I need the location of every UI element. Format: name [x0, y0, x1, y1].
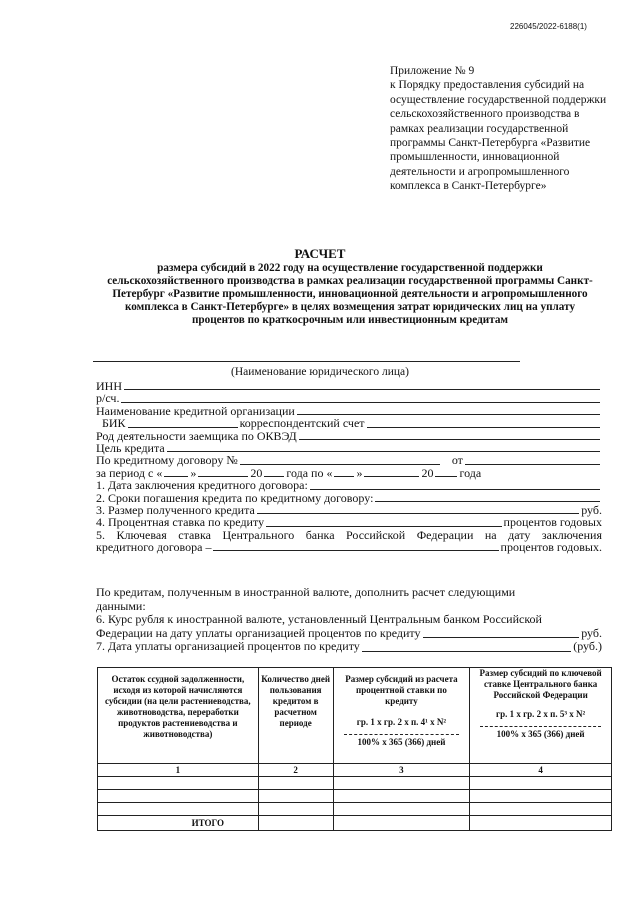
foreign-intro-a: По кредитам, полученным в иностранной валюте, дополнить расчет следующими	[96, 585, 516, 599]
account-field[interactable]	[121, 401, 600, 403]
purpose-label: Цель кредита	[96, 440, 165, 455]
corr-account-field[interactable]	[367, 426, 600, 428]
item2-label: 2. Сроки погашения кредита по кредитному договору:	[96, 490, 374, 505]
table-cell[interactable]	[333, 777, 470, 790]
period-from-year-field[interactable]	[264, 475, 284, 477]
period-year-1: 20	[250, 465, 263, 480]
bik-field[interactable]	[128, 426, 238, 428]
header-col1: Остаток ссудной задолженности, исходя из которой начисляются субсидии (на цели растениеводства, животноводства, переработки продуктов растениеводства и животноводства)	[98, 668, 259, 764]
inn-row	[96, 380, 602, 392]
period-quote-2: »	[356, 465, 363, 480]
item7-label: 7. Дата уплаты организацией процентов по кредиту	[96, 639, 360, 653]
total-label: ИТОГО	[98, 816, 259, 831]
inn-label: ИНН	[96, 378, 122, 393]
item6-unit: руб.	[581, 625, 602, 640]
period-from-month-field[interactable]	[198, 475, 248, 477]
period-to-month-field[interactable]	[364, 475, 419, 477]
item1-field[interactable]	[310, 488, 600, 490]
contract-label: По кредитному договору №	[96, 453, 238, 468]
item7-unit: (руб.)	[573, 639, 602, 653]
col-number-2: 2	[258, 764, 333, 777]
item5-label-b: кредитного договора –	[96, 540, 212, 555]
table-header-row	[98, 668, 612, 764]
header-col3	[333, 668, 470, 764]
item5-label-a: 5. Ключевая ставка Центрального банка Российской Федерации на дату заключения	[96, 527, 602, 542]
account-label: р/сч.	[96, 391, 120, 406]
item6-label-b: Федерации на дату уплаты организацией процентов по кредиту	[96, 625, 421, 640]
period-to-label: года по «	[286, 465, 333, 480]
bik-row	[96, 417, 602, 429]
okved-label: Род деятельности заемщика по ОКВЭД	[96, 428, 297, 443]
item2-field[interactable]	[375, 500, 600, 502]
item4-field[interactable]	[266, 525, 501, 527]
item6-row	[96, 627, 602, 641]
col3-title: Размер субсидий из расчета процентной ставки по кредиту	[345, 674, 458, 706]
appendix-block	[390, 64, 615, 194]
col-number-1: 1	[98, 764, 259, 777]
period-from-label: за период с «	[96, 465, 163, 480]
col-number-4: 4	[470, 764, 612, 777]
item6-field[interactable]	[423, 636, 580, 638]
requisites-form	[96, 380, 602, 553]
col4-formula-bottom: 100% x 365 (366) дней	[496, 729, 585, 739]
table-cell[interactable]	[333, 790, 470, 803]
table-cell[interactable]	[258, 790, 333, 803]
table-total-row	[98, 816, 612, 831]
document-subtitle: размера субсидий в 2022 году на осуществление государственной поддержки сельскохозяйственного производства в рамках реализации государственной программы Санкт-Петербург «Развитие промышленности, инновационной деятельности и агропромышленного комплекса в Санкт-Петербурге» в целях возмещения затрат юридических лиц на уплату процентов по краткосрочным или инвестиционным кредитам	[107, 262, 593, 326]
okved-row	[96, 430, 602, 442]
period-year-word: года	[459, 465, 482, 480]
item7-field[interactable]	[362, 650, 571, 652]
corr-account-label: корреспондентский счет	[239, 416, 365, 431]
account-row	[96, 392, 602, 404]
document-title: РАСЧЕТ	[294, 246, 346, 261]
foreign-intro-b: данными:	[96, 598, 146, 613]
item5-field[interactable]	[213, 549, 498, 551]
header-col2: Количество дней пользования кредитом в расчетном периоде	[258, 668, 333, 764]
table-cell[interactable]	[470, 803, 612, 816]
table-cell[interactable]	[98, 790, 259, 803]
bik-label: БИК	[102, 416, 126, 431]
col4-formula-top: гр. 1 x гр. 2 x п. 5³ x N²	[495, 709, 586, 719]
okved-field[interactable]	[299, 438, 600, 440]
legal-entity-caption: (Наименование юридического лица)	[231, 366, 409, 378]
period-year-2: 20	[421, 465, 434, 480]
period-quote-1: »	[190, 465, 197, 480]
appendix-text: к Порядку предоставления субсидий на осуществление государственной поддержки сельскохозяйственного производства в рамках реализации государственной программы Санкт-Петербурга «Развитие промышленности, инновационной деятельности и агропромышленного комплекса в Санкт-Петербурге»	[390, 79, 607, 193]
contract-row	[96, 454, 602, 466]
contract-from-label: от	[451, 453, 463, 468]
total-cell[interactable]	[258, 816, 333, 831]
item5-unit: процентов годовых.	[500, 540, 602, 555]
total-cell[interactable]	[333, 816, 470, 831]
contract-date-field[interactable]	[465, 463, 600, 465]
table-cell[interactable]	[258, 777, 333, 790]
item6-label-a: 6. Курс рубля к иностранной валюте, установленный Центральным банком Российской	[96, 612, 542, 626]
table-cell[interactable]	[98, 803, 259, 816]
item4-unit: процентов годовых	[503, 515, 602, 530]
legal-entity-line	[93, 361, 520, 362]
table-row	[98, 777, 612, 790]
table-cell[interactable]	[98, 777, 259, 790]
item1-label: 1. Дата заключения кредитного договора:	[96, 478, 308, 493]
table-cell[interactable]	[258, 803, 333, 816]
item1-row	[96, 479, 602, 491]
col3-formula-bottom: 100% x 365 (366) дней	[357, 737, 446, 747]
col4-fraction-line	[480, 726, 601, 727]
bank-name-field[interactable]	[297, 413, 600, 415]
total-cell[interactable]	[470, 816, 612, 831]
item4-label: 4. Процентная ставка по кредиту	[96, 515, 265, 530]
inn-field[interactable]	[124, 388, 600, 390]
col4-title: Размер субсидий по ключевой ставке Центрального банка Российской Федерации	[479, 668, 602, 700]
item3-field[interactable]	[257, 512, 579, 514]
col3-formula-top: гр. 1 x гр. 2 x п. 4¹ x N²	[356, 717, 447, 727]
item5-row-b	[96, 541, 602, 553]
col-number-3: 3	[333, 764, 470, 777]
purpose-field[interactable]	[167, 450, 600, 452]
subsidy-calculation-table	[97, 667, 612, 831]
table-number-row	[98, 764, 612, 777]
item3-unit: руб.	[581, 502, 602, 517]
col3-fraction-line	[344, 734, 460, 735]
contract-number-field[interactable]	[240, 463, 440, 465]
table-cell[interactable]	[333, 803, 470, 816]
period-to-day-field[interactable]	[334, 475, 354, 477]
table-cell[interactable]	[470, 777, 612, 790]
appendix-title: Приложение № 9	[390, 65, 475, 77]
period-from-day-field[interactable]	[164, 475, 188, 477]
foreign-currency-block	[96, 586, 602, 654]
document-number: 226045/2022-6188(1)	[510, 22, 587, 31]
table-row	[98, 803, 612, 816]
table-row	[98, 790, 612, 803]
bank-name-label: Наименование кредитной организации	[96, 403, 295, 418]
table-cell[interactable]	[470, 790, 612, 803]
header-col4	[470, 668, 612, 764]
period-to-year-field[interactable]	[435, 475, 457, 477]
item7-row	[96, 640, 602, 654]
item3-label: 3. Размер полученного кредита	[96, 502, 255, 517]
